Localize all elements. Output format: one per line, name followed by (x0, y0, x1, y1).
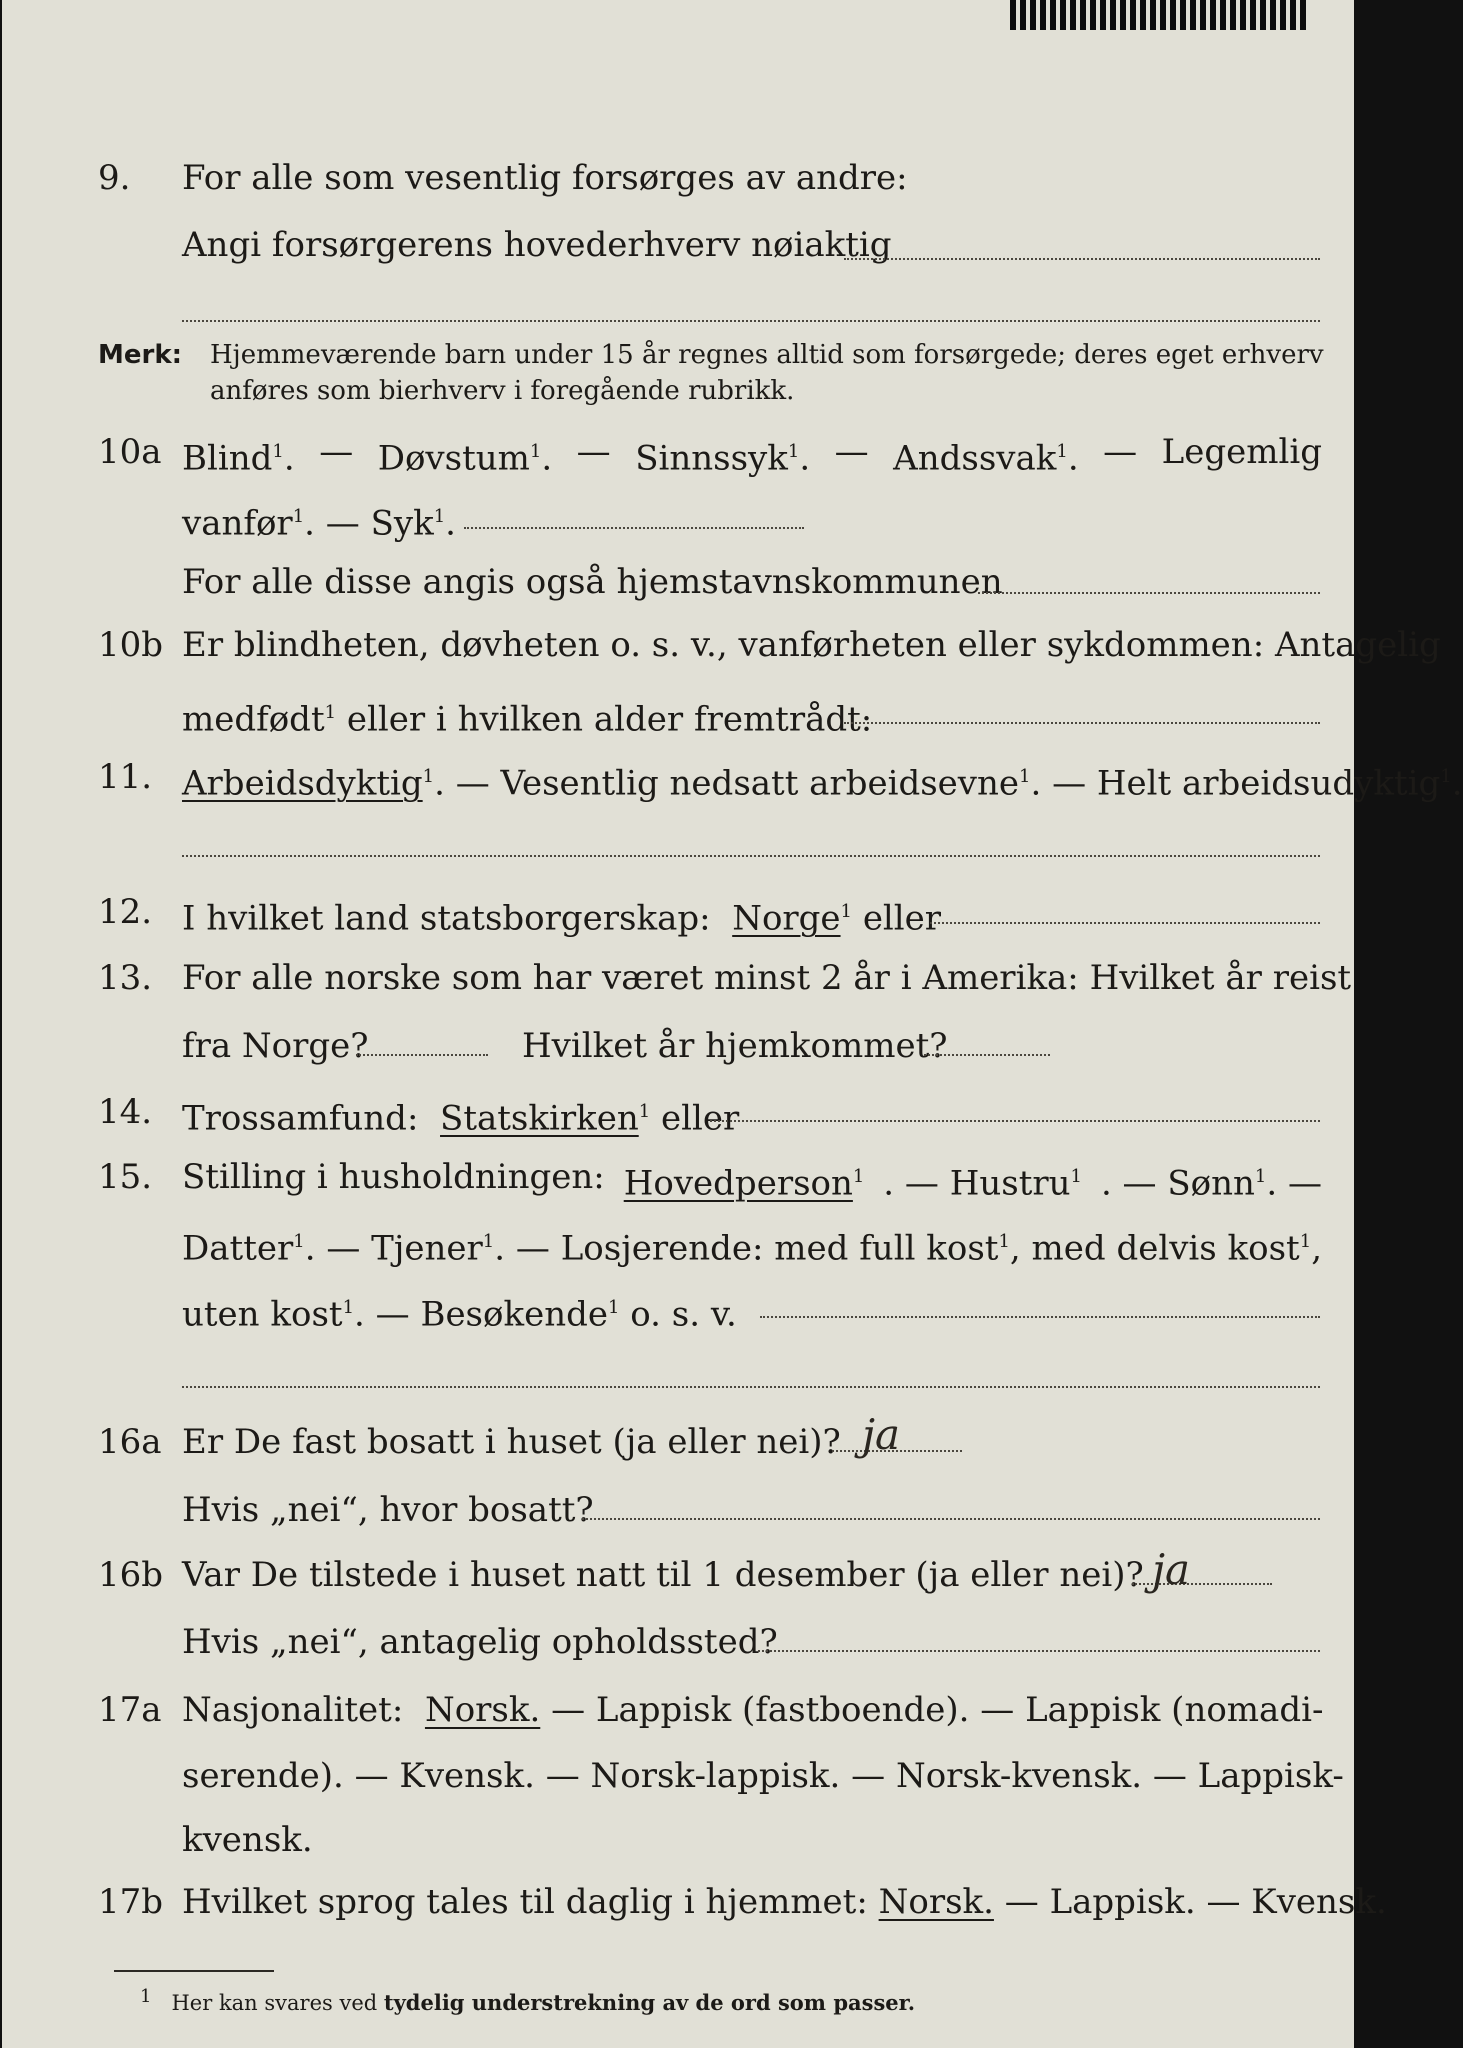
census-form-page (2, 0, 1463, 2048)
opt-uten-kost[interactable]: uten kost (182, 1294, 343, 1335)
q16a-handwritten-answer: ja (862, 1410, 901, 1459)
q16b-line2: Hvis „nei“, antagelig opholdssted? (182, 1622, 778, 1662)
opt-andssvak[interactable]: Andssvak (893, 438, 1057, 479)
q16a-number: 16a (98, 1422, 162, 1462)
q12-line: I hvilket land statsborgerskap: Norge$^1$ eller (182, 898, 942, 939)
q11-number: 11. (98, 757, 153, 797)
q15-line1: Stilling i husholdningen: Hovedperson$^1$ . — Hustru$^1$ . — Sønn$^1$. — (182, 1157, 1322, 1204)
opt-blind[interactable]: Blind (182, 438, 273, 479)
q16b-number: 16b (98, 1555, 164, 1595)
q10b-line2: medfødt$^1$ eller i hvilken alder fremtrådt: (182, 699, 873, 740)
q15-number: 15. (98, 1157, 153, 1197)
q9-number: 9. (98, 158, 131, 198)
opt-datter[interactable]: Datter (182, 1228, 294, 1269)
q17b-number: 17b (98, 1882, 164, 1922)
opt-norge[interactable]: Norge (732, 898, 841, 939)
q13-hjem: Hvilket år hjemkommet? (522, 1026, 948, 1066)
q11-answer-field[interactable] (182, 855, 1320, 857)
opt-norsk[interactable]: Norsk. (424, 1690, 541, 1730)
q16a-bosatt-field[interactable] (582, 1518, 1320, 1520)
q10a-line2: vanfør$^1$. — Syk$^1$. (182, 503, 456, 544)
q17a-number: 17a (98, 1690, 162, 1730)
q10b-line1: Er blindheten, døvheten o. s. v., vanførheten eller sykdommen: Antagelig (182, 625, 1441, 665)
opt-hustru[interactable]: . — Hustru (883, 1163, 1071, 1204)
q9-line2: Angi forsørgerens hovederhverv nøiaktig (182, 225, 892, 265)
q10a-line3: For alle disse angis også hjemstavnskommunen (182, 562, 1003, 602)
opt-delvis-kost[interactable]: , med delvis kost (1009, 1228, 1300, 1269)
q13-line1: For alle norske som har været minst 2 år i Amerika: Hvilket år reist (182, 958, 1352, 998)
scan-edge-strip (1010, 0, 1310, 30)
q13-reist-field[interactable] (356, 1054, 488, 1056)
q17b-line: Hvilket sprog tales til daglig i hjemmet: Norsk. — Lappisk. — Kvensk. (182, 1882, 1387, 1922)
q16a-line1: Er De fast bosatt i huset (ja eller nei)? (182, 1422, 841, 1462)
footnote-rule (114, 1970, 274, 1972)
opt-tjener[interactable]: . — Tjener (304, 1228, 483, 1269)
q14-trossamfund-field[interactable] (710, 1120, 1320, 1122)
q10a-number: 10a (98, 432, 162, 472)
opt-sinnssyk[interactable]: Sinnssyk (635, 438, 788, 479)
q17a-line2: serende). — Kvensk. — Norsk-lappisk. — Norsk-kvensk. — Lappisk- (182, 1756, 1344, 1796)
q12-land-field[interactable] (930, 922, 1320, 924)
q11-line: Arbeidsdyktig$^1$. — Vesentlig nedsatt arbeidsevne$^1$. — Helt arbeidsudyktig$^1$. (182, 763, 1463, 804)
q13-number: 13. (98, 958, 153, 998)
opt-full-kost[interactable]: . — Losjerende: med full kost (494, 1228, 999, 1269)
opt-dovstum[interactable]: Døvstum (377, 438, 530, 479)
q13-fra: fra Norge? (182, 1026, 369, 1066)
q16b-handwritten-answer: ja (1152, 1545, 1191, 1594)
q9-line1: For alle som vesentlig forsørges av andre: (182, 158, 908, 198)
q17a-line1: Nasjonalitet: Norsk. — Lappisk (fastboende). — Lappisk (nomadi- (182, 1690, 1324, 1730)
q15-answer-field[interactable] (760, 1316, 1320, 1318)
merk-label: Merk: (98, 340, 183, 370)
q10a-syk-field[interactable] (464, 527, 804, 529)
q14-line: Trossamfund: Statskirken$^1$ eller (182, 1098, 740, 1139)
opt-medfodt[interactable]: medfødt (182, 699, 325, 740)
footnote: $^1$ Her kan svares ved tydelig understrekning av de ord som passer. (140, 1986, 916, 2015)
opt-besokende[interactable]: . — Besøkende (354, 1294, 608, 1335)
q9-answer-field[interactable] (844, 258, 1320, 260)
q10a-hjemstavn-field[interactable] (978, 592, 1320, 594)
q16b-line1: Var De tilstede i huset natt til 1 desember (ja eller nei)? (182, 1555, 1144, 1595)
q10b-number: 10b (98, 625, 164, 665)
q17a-line3: kvensk. (182, 1820, 313, 1860)
q15-line2: Datter$^1$ . — Tjener$^1$ . — Losjerende: med full kost$^1$, med delvis kost$^1$, (182, 1228, 1322, 1269)
merk-line1: Hjemmeværende barn under 15 år regnes alltid som forsørgede; deres eget erhverv (210, 340, 1324, 370)
opt-udyktig[interactable]: . — Helt arbeidsudyktig (1030, 763, 1441, 804)
opt-norsk-sprog[interactable]: Norsk. (878, 1882, 994, 1922)
opt-nedsatt[interactable]: . — Vesentlig nedsatt arbeidsevne (434, 763, 1020, 804)
opt-syk[interactable]: Syk (370, 503, 434, 544)
opt-statskirken[interactable]: Statskirken (440, 1098, 639, 1139)
q10b-alder-field[interactable] (844, 722, 1320, 724)
q16b-opholdssted-field[interactable] (758, 1650, 1320, 1652)
opt-arbeidsdyktig[interactable]: Arbeidsdyktig (182, 763, 423, 804)
q10a-line1: Blind$^1$. — Døvstum$^1$. — Sinnssyk$^1$. — Andssvak$^1$. — Legemlig (182, 432, 1322, 479)
opt-legemlig[interactable]: Legemlig (1161, 432, 1322, 472)
q13-hjemkommet-field[interactable] (924, 1054, 1050, 1056)
opt-sonn[interactable]: . — Sønn (1100, 1163, 1255, 1204)
opt-vanfor[interactable]: vanfør (182, 503, 293, 544)
opt-hovedperson[interactable]: Hovedperson (623, 1163, 853, 1204)
q9-answer-field-2[interactable] (182, 320, 1320, 322)
q12-number: 12. (98, 892, 153, 932)
q15-line3: uten kost$^1$. — Besøkende$^1$ o. s. v. (182, 1294, 737, 1335)
q15-answer-field-2[interactable] (182, 1386, 1320, 1388)
q16a-line2: Hvis „nei“, hvor bosatt? (182, 1490, 594, 1530)
merk-line2: anføres som bierhverv i foregående rubrikk. (210, 376, 795, 406)
q14-number: 14. (98, 1092, 153, 1132)
